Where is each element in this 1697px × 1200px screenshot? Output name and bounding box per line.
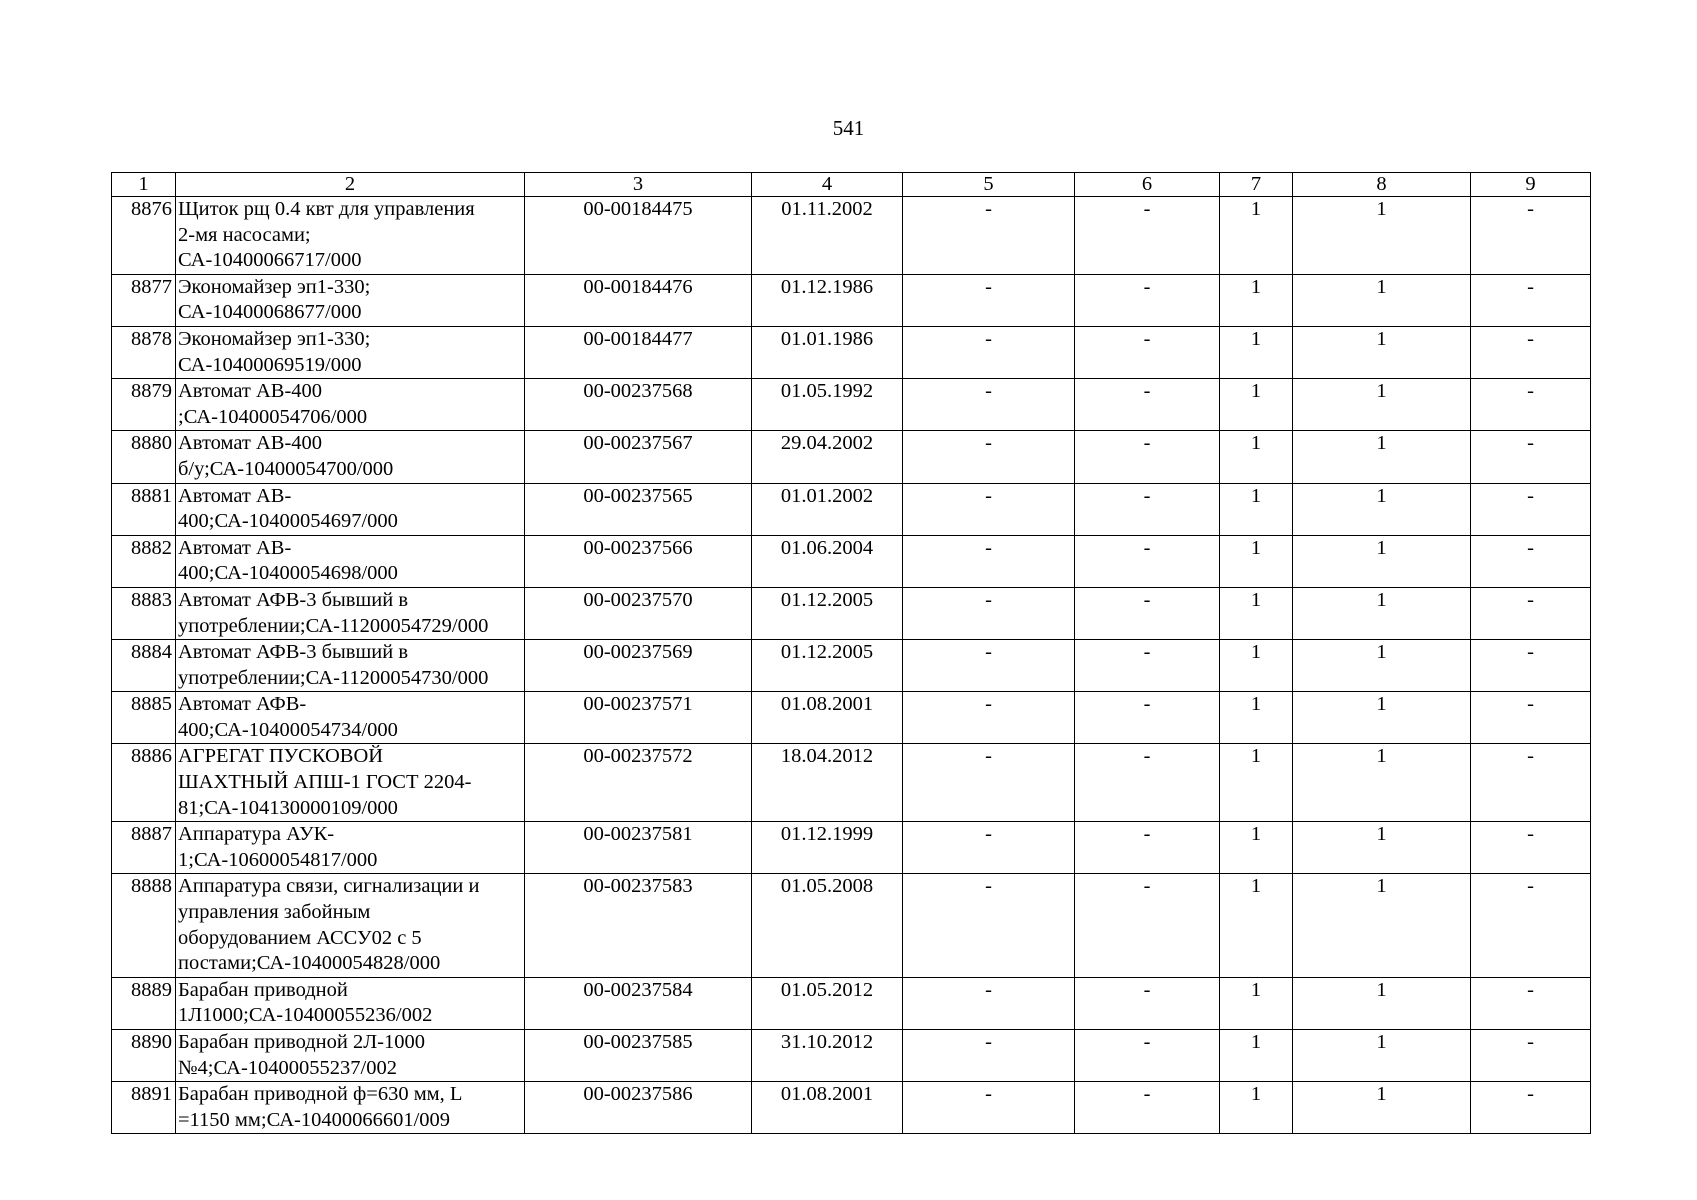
column-9-cell: - xyxy=(1471,483,1591,535)
item-name-cell xyxy=(176,379,525,431)
inventory-code-cell: 00-00237569 xyxy=(525,640,752,692)
column-8-cell: 1 xyxy=(1293,431,1471,483)
column-7-cell: 1 xyxy=(1220,535,1293,587)
item-name-cell xyxy=(176,483,525,535)
column-6-cell: - xyxy=(1075,822,1220,874)
column-5-cell: - xyxy=(903,1082,1075,1134)
item-name-line: Барабан приводной 2Л-1000 xyxy=(178,1031,425,1053)
header-cell-8: 8 xyxy=(1293,173,1471,197)
item-name-line: Автомат АВ- xyxy=(178,484,292,507)
row-number-cell: 8884 xyxy=(112,640,176,692)
date-cell: 01.06.2004 xyxy=(752,535,903,587)
row-number-cell: 8887 xyxy=(112,822,176,874)
column-8-cell: 1 xyxy=(1293,977,1471,1029)
header-cell-3: 3 xyxy=(525,173,752,197)
table-row xyxy=(112,326,1591,378)
item-name-line: 81;СА-104130000109/000 xyxy=(178,796,398,819)
row-number-cell: 8883 xyxy=(112,587,176,639)
header-cell-2: 2 xyxy=(176,173,525,197)
header-cell-7: 7 xyxy=(1220,173,1293,197)
item-name-line: Экономайзер эп1-330; xyxy=(178,327,371,350)
column-8-cell: 1 xyxy=(1293,535,1471,587)
table-row xyxy=(112,744,1591,822)
column-8-cell: 1 xyxy=(1293,1082,1471,1134)
item-name-cell xyxy=(176,744,525,822)
item-name-line: 2-мя насосами; xyxy=(178,223,311,246)
column-9-cell: - xyxy=(1471,1082,1591,1134)
item-name-line: Барабан приводной ф=630 мм, L xyxy=(178,1083,463,1106)
item-name-line: Щиток рщ 0.4 квт для управления xyxy=(178,198,475,220)
item-name-cell xyxy=(176,1030,525,1082)
row-number-cell: 8889 xyxy=(112,977,176,1029)
inventory-code-cell: 00-00184477 xyxy=(525,326,752,378)
column-7-cell: 1 xyxy=(1220,483,1293,535)
row-number-cell: 8882 xyxy=(112,535,176,587)
column-7-cell: 1 xyxy=(1220,874,1293,977)
table-row xyxy=(112,874,1591,977)
header-cell-4: 4 xyxy=(752,173,903,197)
column-8-cell: 1 xyxy=(1293,692,1471,744)
column-6-cell: - xyxy=(1075,197,1220,275)
item-name-line: 1Л1000;СА-10400055236/002 xyxy=(178,1004,433,1027)
item-name-line: 400;СА-10400054697/000 xyxy=(178,510,398,533)
column-5-cell: - xyxy=(903,692,1075,744)
column-5-cell: - xyxy=(903,274,1075,326)
column-7-cell: 1 xyxy=(1220,1082,1293,1134)
table-row xyxy=(112,431,1591,483)
item-name-line: ШАХТНЫЙ АПШ-1 ГОСТ 2204- xyxy=(178,771,472,794)
column-6-cell: - xyxy=(1075,379,1220,431)
table-row xyxy=(112,977,1591,1029)
column-5-cell: - xyxy=(903,640,1075,692)
item-name-line: Экономайзер эп1-330; xyxy=(178,275,371,298)
header-cell-1: 1 xyxy=(112,173,176,197)
column-7-cell: 1 xyxy=(1220,744,1293,822)
inventory-code-cell: 00-00237565 xyxy=(525,483,752,535)
column-5-cell: - xyxy=(903,874,1075,977)
table-row xyxy=(112,535,1591,587)
item-name-cell xyxy=(176,822,525,874)
column-7-cell: 1 xyxy=(1220,587,1293,639)
item-name-line: Автомат АФВ-3 бывший в xyxy=(178,641,409,664)
column-5-cell: - xyxy=(903,1030,1075,1082)
column-9-cell: - xyxy=(1471,197,1591,275)
column-9-cell: - xyxy=(1471,274,1591,326)
column-9-cell: - xyxy=(1471,379,1591,431)
column-7-cell: 1 xyxy=(1220,274,1293,326)
date-cell: 01.05.2008 xyxy=(752,874,903,977)
header-cell-5: 5 xyxy=(903,173,1075,197)
date-cell: 01.08.2001 xyxy=(752,692,903,744)
row-number-cell: 8878 xyxy=(112,326,176,378)
item-name-line: Автомат АФВ-3 бывший в xyxy=(178,588,409,611)
inventory-code-cell: 00-00237572 xyxy=(525,744,752,822)
column-5-cell: - xyxy=(903,744,1075,822)
column-6-cell: - xyxy=(1075,1030,1220,1082)
date-cell: 01.12.2005 xyxy=(752,640,903,692)
date-cell: 01.05.2012 xyxy=(752,977,903,1029)
header-cell-6: 6 xyxy=(1075,173,1220,197)
column-8-cell: 1 xyxy=(1293,822,1471,874)
column-5-cell: - xyxy=(903,587,1075,639)
item-name-cell xyxy=(176,692,525,744)
date-cell: 01.08.2001 xyxy=(752,1082,903,1134)
item-name-cell xyxy=(176,977,525,1029)
item-name-line: оборудованием АССУ02 с 5 xyxy=(178,926,422,949)
date-cell: 01.12.1999 xyxy=(752,822,903,874)
column-6-cell: - xyxy=(1075,274,1220,326)
column-9-cell: - xyxy=(1471,640,1591,692)
date-cell: 18.04.2012 xyxy=(752,744,903,822)
item-name-line: Автомат АВ-400 xyxy=(178,380,323,403)
inventory-code-cell: 00-00184475 xyxy=(525,197,752,275)
item-name-line: №4;СА-10400055237/002 xyxy=(178,1056,397,1079)
column-7-cell: 1 xyxy=(1220,977,1293,1029)
row-number-cell: 8885 xyxy=(112,692,176,744)
item-name-line: АГРЕГАТ ПУСКОВОЙ xyxy=(178,745,384,768)
column-9-cell: - xyxy=(1471,1030,1591,1082)
column-6-cell: - xyxy=(1075,640,1220,692)
column-6-cell: - xyxy=(1075,744,1220,822)
table-row xyxy=(112,379,1591,431)
column-9-cell: - xyxy=(1471,535,1591,587)
column-8-cell: 1 xyxy=(1293,874,1471,977)
column-6-cell: - xyxy=(1075,977,1220,1029)
item-name-line: постами;СА-10400054828/000 xyxy=(178,952,441,975)
column-8-cell: 1 xyxy=(1293,274,1471,326)
column-7-cell: 1 xyxy=(1220,379,1293,431)
column-9-cell: - xyxy=(1471,587,1591,639)
column-7-cell: 1 xyxy=(1220,692,1293,744)
column-8-cell: 1 xyxy=(1293,640,1471,692)
row-number-cell: 8881 xyxy=(112,483,176,535)
table-row xyxy=(112,197,1591,275)
page-number: 541 xyxy=(832,116,865,140)
column-6-cell: - xyxy=(1075,483,1220,535)
row-number-cell: 8891 xyxy=(112,1082,176,1134)
column-7-cell: 1 xyxy=(1220,1030,1293,1082)
row-number-cell: 8890 xyxy=(112,1030,176,1082)
table-row xyxy=(112,822,1591,874)
inventory-code-cell: 00-00237566 xyxy=(525,535,752,587)
column-8-cell: 1 xyxy=(1293,483,1471,535)
inventory-code-cell: 00-00237571 xyxy=(525,692,752,744)
item-name-line: Аппаратура связи, сигнализации и xyxy=(178,875,480,898)
item-name-line: СА-10400068677/000 xyxy=(178,301,362,324)
inventory-code-cell: 00-00237583 xyxy=(525,874,752,977)
item-name-cell xyxy=(176,1082,525,1134)
column-6-cell: - xyxy=(1075,587,1220,639)
item-name-line: 400;СА-10400054734/000 xyxy=(178,718,398,741)
row-number-cell: 8886 xyxy=(112,744,176,822)
inventory-code-cell: 00-00237586 xyxy=(525,1082,752,1134)
item-name-line: управления забойным xyxy=(178,901,371,924)
header-cell-9: 9 xyxy=(1471,173,1591,197)
column-7-cell: 1 xyxy=(1220,197,1293,275)
item-name-line: б/у;СА-10400054700/000 xyxy=(178,457,394,480)
item-name-cell xyxy=(176,326,525,378)
item-name-line: ;СА-10400054706/000 xyxy=(178,405,368,428)
inventory-code-cell: 00-00237581 xyxy=(525,822,752,874)
date-cell: 01.01.1986 xyxy=(752,326,903,378)
item-name-line: Барабан приводной xyxy=(178,978,348,1001)
item-name-line: Автомат АВ- xyxy=(178,536,292,559)
date-cell: 01.01.2002 xyxy=(752,483,903,535)
column-7-cell: 1 xyxy=(1220,326,1293,378)
item-name-cell xyxy=(176,274,525,326)
inventory-code-cell: 00-00237584 xyxy=(525,977,752,1029)
table-row xyxy=(112,274,1591,326)
item-name-cell xyxy=(176,197,525,275)
column-5-cell: - xyxy=(903,822,1075,874)
column-5-cell: - xyxy=(903,197,1075,275)
item-name-line: СА-10400069519/000 xyxy=(178,353,362,376)
item-name-line: Автомат АФВ- xyxy=(178,693,307,716)
table-row xyxy=(112,640,1591,692)
column-7-cell: 1 xyxy=(1220,822,1293,874)
column-9-cell: - xyxy=(1471,326,1591,378)
date-cell: 01.05.1992 xyxy=(752,379,903,431)
item-name-line: Автомат АВ-400 xyxy=(178,432,323,455)
table-row xyxy=(112,692,1591,744)
row-number-cell: 8877 xyxy=(112,274,176,326)
inventory-code-cell: 00-00237570 xyxy=(525,587,752,639)
column-6-cell: - xyxy=(1075,326,1220,378)
inventory-code-cell: 00-00237567 xyxy=(525,431,752,483)
item-name-cell xyxy=(176,640,525,692)
column-9-cell: - xyxy=(1471,692,1591,744)
date-cell: 01.12.1986 xyxy=(752,274,903,326)
table-row xyxy=(112,483,1591,535)
row-number-cell: 8879 xyxy=(112,379,176,431)
item-name-line: СА-10400066717/000 xyxy=(178,249,362,272)
item-name-line: 400;СА-10400054698/000 xyxy=(178,562,398,585)
column-9-cell: - xyxy=(1471,977,1591,1029)
inventory-code-cell: 00-00237568 xyxy=(525,379,752,431)
column-8-cell: 1 xyxy=(1293,587,1471,639)
date-cell: 01.11.2002 xyxy=(752,197,903,275)
column-9-cell: - xyxy=(1471,874,1591,977)
column-5-cell: - xyxy=(903,977,1075,1029)
item-name-line: употреблении;СА-11200054729/000 xyxy=(178,614,489,637)
date-cell: 29.04.2002 xyxy=(752,431,903,483)
inventory-table xyxy=(111,172,1591,1134)
item-name-line: 1;СА-10600054817/000 xyxy=(178,848,378,871)
item-name-cell xyxy=(176,874,525,977)
item-name-line: употреблении;СА-11200054730/000 xyxy=(178,666,489,689)
column-6-cell: - xyxy=(1075,431,1220,483)
header-row xyxy=(112,173,1591,197)
row-number-cell: 8876 xyxy=(112,197,176,275)
column-9-cell: - xyxy=(1471,744,1591,822)
item-name-line: =1150 мм;СА-10400066601/009 xyxy=(178,1108,451,1131)
column-6-cell: - xyxy=(1075,874,1220,977)
date-cell: 31.10.2012 xyxy=(752,1030,903,1082)
column-5-cell: - xyxy=(903,535,1075,587)
column-8-cell: 1 xyxy=(1293,744,1471,822)
inventory-code-cell: 00-00237585 xyxy=(525,1030,752,1082)
column-8-cell: 1 xyxy=(1293,1030,1471,1082)
column-6-cell: - xyxy=(1075,692,1220,744)
column-5-cell: - xyxy=(903,379,1075,431)
column-5-cell: - xyxy=(903,483,1075,535)
item-name-cell xyxy=(176,535,525,587)
column-9-cell: - xyxy=(1471,431,1591,483)
column-6-cell: - xyxy=(1075,1082,1220,1134)
column-8-cell: 1 xyxy=(1293,326,1471,378)
column-7-cell: 1 xyxy=(1220,431,1293,483)
table-row xyxy=(112,587,1591,639)
column-5-cell: - xyxy=(903,431,1075,483)
column-6-cell: - xyxy=(1075,535,1220,587)
date-cell: 01.12.2005 xyxy=(752,587,903,639)
row-number-cell: 8888 xyxy=(112,874,176,977)
column-8-cell: 1 xyxy=(1293,197,1471,275)
column-8-cell: 1 xyxy=(1293,379,1471,431)
row-number-cell: 8880 xyxy=(112,431,176,483)
item-name-line: Аппаратура АУК- xyxy=(178,823,335,846)
table-row xyxy=(112,1082,1591,1134)
table-row xyxy=(112,1030,1591,1082)
inventory-code-cell: 00-00184476 xyxy=(525,274,752,326)
column-9-cell: - xyxy=(1471,822,1591,874)
item-name-cell xyxy=(176,587,525,639)
item-name-cell xyxy=(176,431,525,483)
column-7-cell: 1 xyxy=(1220,640,1293,692)
column-5-cell: - xyxy=(903,326,1075,378)
